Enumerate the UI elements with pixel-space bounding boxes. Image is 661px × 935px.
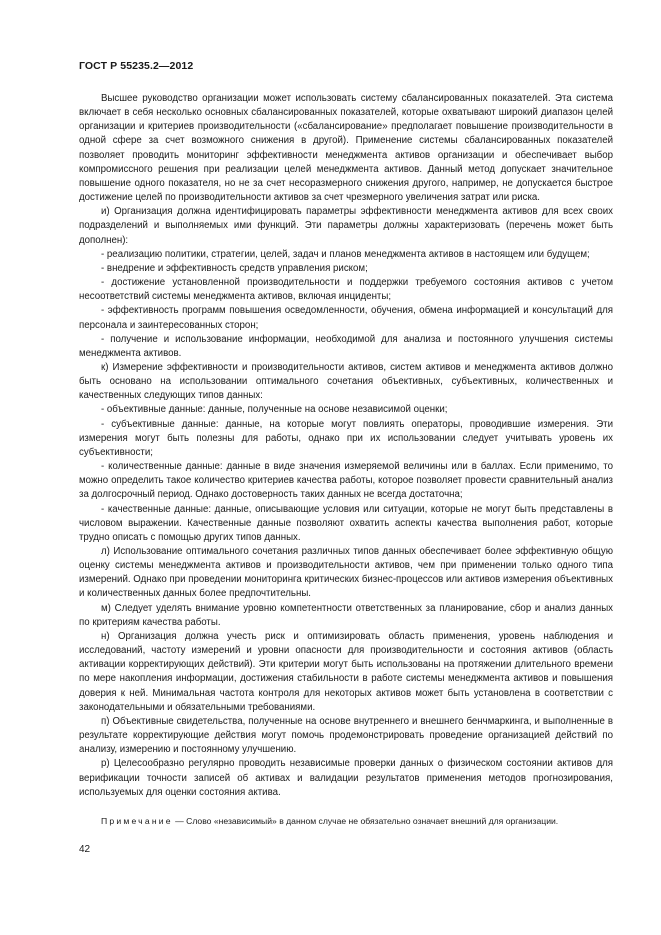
paragraph: и) Организация должна идентифицировать параметры эффективности менеджмента активов для всех своих подразделений и выполняемых ими функций. Эти параметры должны характеризовать (перечень может быть дополнен): — [79, 206, 613, 246]
paragraph: п) Объективные свидетельства, полученные на основе внутреннего и внешнего бенчмаркинга, и выполненные в результате корректирующие действия могут помочь продемонстрировать проведение организацией действий по анализу, измерению и постоянному улучшению. — [79, 715, 613, 756]
list-item: - получение и использование информации, необходимой для анализа и постоянного улучшения системы менеджмента активов. — [79, 333, 613, 359]
note-text: — Слово «независимый» в данном случае не обязательно означает внешний для организации. — [172, 816, 559, 826]
paragraph: р) Целесообразно регулярно проводить независимые проверки данных о физическом состоянии активов для верификации точности записей об активах и валидации результатов применения методов прогнозирования, используемых для оценки состояния актива. — [79, 758, 613, 798]
list-item: - внедрение и эффективность средств управления риском; — [101, 262, 368, 274]
body-text — [79, 92, 613, 800]
paragraph: к) Измерение эффективности и производительности активов, систем активов и менеджмента активов должно быть основано на использовании оптимального сочетания объективных, субъективных, количественных и качественных следующих типов данных: — [79, 361, 613, 402]
note-label: Примечание — [101, 816, 173, 826]
list-item: - субъективные данные: данные, на которые могут повлиять операторы, проводившие измерения. Эти измерения могут быть полезны для работы, однако при их использовании следует учитывать уровень их субъективности; — [79, 418, 613, 458]
note-paragraph — [79, 815, 613, 828]
list-item: - объективные данные: данные, полученные на основе независимой оценки; — [101, 404, 448, 416]
paragraph: л) Использование оптимального сочетания различных типов данных обеспечивает более эффективную общую оценку системы менеджмента активов и производительности активов, чем при применении только одного типа измерений. Однако при проведении мониторинга критических бизнес-процессов или активов измерения объективных и количественных данных более предпочтительны. — [79, 546, 613, 600]
note-block — [79, 815, 613, 828]
list-item: - реализацию политики, стратегии, целей, задач и планов менеджмента активов в настоящем или будущем; — [101, 248, 590, 260]
list-item: - количественные данные: данные в виде значения измеряемой величины или в баллах. Если применимо, то можно определить такое количество критериев качества работы, которое позволяет провести сравнительный анализ за долгосрочный период. Однако достоверность таких данных не всегда достаточна; — [79, 461, 613, 501]
page-number: 42 — [79, 844, 91, 855]
paragraph: н) Организация должна учесть риск и оптимизировать область применения, уровень наблюдения и исследований, частоту измерений и уровни опасности для производительности и состояния активов (область активации корректирующих действий). Эти критерии могут быть использованы на протяжении длительного времени по мере накопления информации, достижения стабильности в работе системы менеджмента активов и повышения доверия к ней. Минимальная частота контроля для некоторых активов может быть установлена в соответствии с законодательными и обязательными требованиями. — [79, 630, 613, 713]
list-item: - достижение установленной производительности и поддержки требуемого состояния активов с учетом несоответствий системы менеджмента активов, включая инциденты; — [79, 277, 613, 303]
paragraph: м) Следует уделять внимание уровню компетентности ответственных за планирование, сбор и анализ данных по критериям качества работы. — [79, 602, 613, 628]
list-item: - эффективность программ повышения осведомленности, обучения, обмена информацией и консультаций для персонала и заинтересованных сторон; — [79, 305, 613, 331]
document-header: ГОСТ Р 55235.2—2012 — [79, 60, 194, 72]
paragraph: Высшее руководство организации может использовать систему сбалансированных показателей. Эта система включает в себя несколько основных сбалансированных показателей, которые охватывают широкий диапазон целей организации и критериев производительности («сбалансирование» предполагает повышение производительности в одной сфере за счет возможного снижения в другой). Применение системы сбалансированных показателей позволяет проводить мониторинг эффективности менеджмента активов организации и обеспечивает выбор компромиссного решения при реализации целей менеджмента активов. Данный метод допускает значительное повышение одного показателя, но не за счет несоразмерного снижения другого, например, не допускается быстрое достижение целей по производительности активов за счет чрезмерного увеличения затрат или риска. — [79, 93, 613, 204]
list-item: - качественные данные: данные, описывающие условия или ситуации, которые не могут быть представлены в числовом выражении. Качественные данные позволяют охватить аспекты качества выполнения работ, которые трудно описать с помощью других типов данных. — [79, 503, 613, 543]
